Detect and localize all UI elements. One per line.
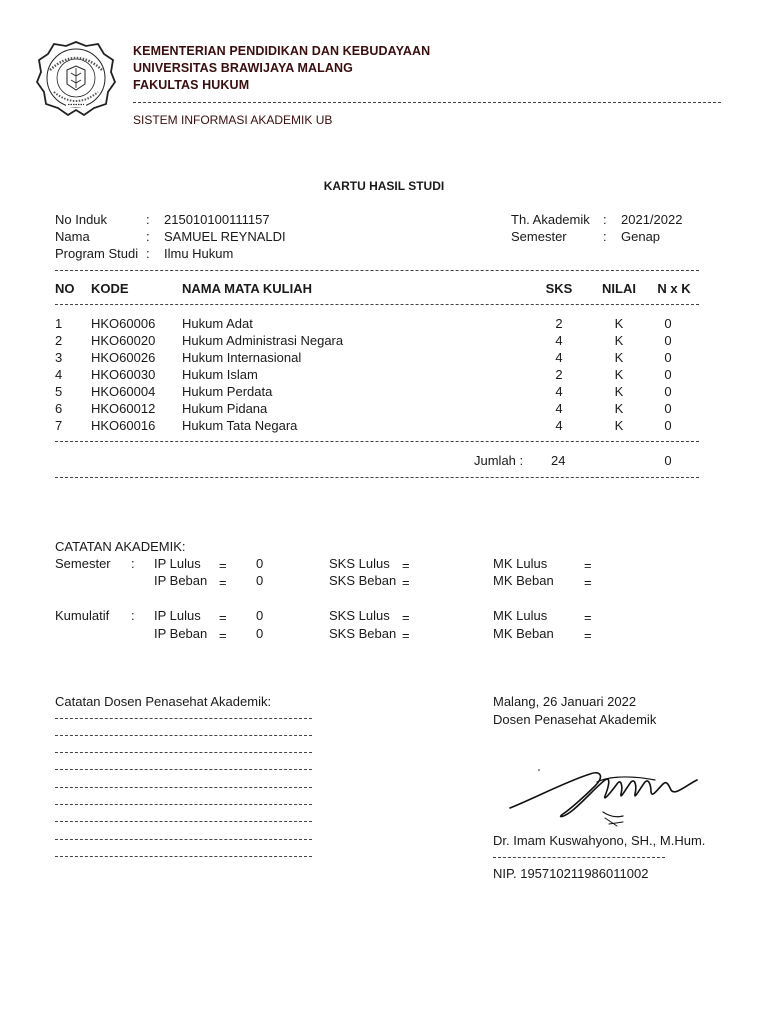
- no-induk-label: No Induk: [55, 212, 108, 227]
- note-line: [55, 752, 312, 753]
- row-sks: 4: [555, 350, 563, 365]
- advisor-notes-label: Catatan Dosen Penasehat Akademik:: [55, 694, 272, 709]
- row-nama: Hukum Internasional: [182, 350, 302, 365]
- row-kode: HKO60012: [91, 401, 156, 416]
- col-header-kode: KODE: [91, 281, 129, 296]
- row-nxk: 0: [664, 367, 672, 382]
- semester-value: Genap: [621, 229, 661, 244]
- colon: :: [146, 212, 150, 227]
- colon: :: [146, 229, 150, 244]
- row-sks: 4: [555, 418, 563, 433]
- row-no: 5: [55, 384, 63, 399]
- ip-lulus-label: IP Lulus: [154, 608, 201, 623]
- mk-lulus-label: MK Lulus: [493, 608, 548, 623]
- row-nilai: K: [614, 384, 624, 399]
- equals: =: [402, 610, 410, 625]
- row-nama: Hukum Perdata: [182, 384, 273, 399]
- mk-lulus-label: MK Lulus: [493, 556, 548, 571]
- no-induk-value: 215010100111157: [164, 212, 270, 227]
- equals: =: [219, 558, 227, 573]
- row-nama: Hukum Tata Negara: [182, 418, 298, 433]
- kumulatif-ip-beban: 0: [256, 626, 264, 641]
- row-nilai: K: [614, 367, 624, 382]
- table-divider: [55, 441, 699, 442]
- advisor-name: Dr. Imam Kuswahyono, SH., M.Hum.: [493, 833, 706, 848]
- advisor-role: Dosen Penasehat Akademik: [493, 712, 657, 727]
- colon: :: [131, 608, 135, 623]
- mk-beban-label: MK Beban: [493, 626, 554, 641]
- row-nama: Hukum Islam: [182, 367, 258, 382]
- row-nxk: 0: [664, 316, 672, 331]
- row-kode: HKO60020: [91, 333, 156, 348]
- advisor-nip: NIP. 195710211986011002: [493, 866, 649, 881]
- row-no: 4: [55, 367, 63, 382]
- table-divider: [55, 477, 699, 478]
- mk-beban-label: MK Beban: [493, 573, 554, 588]
- total-label: Jumlah :: [474, 453, 524, 468]
- col-header-sks: SKS: [545, 281, 573, 296]
- equals: =: [402, 575, 410, 590]
- row-no: 2: [55, 333, 63, 348]
- row-kode: HKO60030: [91, 367, 156, 382]
- semester-ip-lulus: 0: [256, 556, 264, 571]
- equals: =: [219, 628, 227, 643]
- nama-value: SAMUEL REYNALDI: [164, 229, 286, 244]
- table-divider: [55, 304, 699, 305]
- row-nxk: 0: [664, 401, 672, 416]
- university-seal-logo: [36, 40, 116, 116]
- note-line: [55, 804, 312, 805]
- row-no: 3: [55, 350, 63, 365]
- th-akademik-value: 2021/2022: [621, 212, 683, 227]
- row-nxk: 0: [664, 384, 672, 399]
- semester-label: Semester: [511, 229, 567, 244]
- ip-lulus-label: IP Lulus: [154, 556, 201, 571]
- kumulatif-ip-lulus: 0: [256, 608, 264, 623]
- sks-lulus-label: SKS Lulus: [329, 608, 390, 623]
- row-sks: 4: [555, 401, 563, 416]
- row-nilai: K: [614, 401, 624, 416]
- note-line: [55, 856, 312, 857]
- row-nxk: 0: [664, 418, 672, 433]
- equals: =: [584, 558, 592, 573]
- total-nxk: 0: [664, 453, 672, 468]
- row-nilai: K: [614, 333, 624, 348]
- row-sks: 2: [555, 367, 563, 382]
- sks-beban-label: SKS Beban: [329, 626, 397, 641]
- note-line: [55, 839, 312, 840]
- equals: =: [584, 610, 592, 625]
- header-divider: [133, 102, 721, 103]
- catatan-title: CATATAN AKADEMIK:: [55, 539, 186, 554]
- row-sks: 4: [555, 384, 563, 399]
- note-line: [55, 821, 312, 822]
- row-sks: 2: [555, 316, 563, 331]
- sks-lulus-label: SKS Lulus: [329, 556, 390, 571]
- nama-label: Nama: [55, 229, 90, 244]
- signature: [505, 760, 705, 832]
- note-line: [55, 735, 312, 736]
- prodi-label: Program Studi: [55, 246, 139, 261]
- th-akademik-label: Th. Akademik: [511, 212, 590, 227]
- equals: =: [402, 628, 410, 643]
- document-title: KARTU HASIL STUDI: [323, 179, 445, 193]
- row-sks: 4: [555, 333, 563, 348]
- row-no: 6: [55, 401, 63, 416]
- col-header-no: NO: [55, 281, 75, 296]
- row-kode: HKO60006: [91, 316, 156, 331]
- semester-ip-beban: 0: [256, 573, 264, 588]
- colon: :: [603, 212, 607, 227]
- row-nxk: 0: [664, 350, 672, 365]
- equals: =: [219, 575, 227, 590]
- equals: =: [584, 628, 592, 643]
- row-no: 7: [55, 418, 63, 433]
- equals: =: [219, 610, 227, 625]
- row-kode: HKO60016: [91, 418, 156, 433]
- row-nilai: K: [614, 316, 624, 331]
- note-line: [55, 718, 312, 719]
- col-header-nilai: NILAI: [602, 281, 636, 296]
- colon: :: [131, 556, 135, 571]
- system-name: SISTEM INFORMASI AKADEMIK UB: [133, 113, 333, 127]
- row-nxk: 0: [664, 333, 672, 348]
- table-divider: [55, 270, 699, 271]
- ip-beban-label: IP Beban: [154, 573, 208, 588]
- note-line: [55, 769, 312, 770]
- ministry-name: KEMENTERIAN PENDIDIKAN DAN KEBUDAYAAN: [133, 44, 431, 58]
- total-sks: 24: [551, 453, 566, 468]
- row-nama: Hukum Administrasi Negara: [182, 333, 344, 348]
- faculty-name: FAKULTAS HUKUM: [133, 78, 250, 92]
- row-nama: Hukum Adat: [182, 316, 253, 331]
- semester-section-label: Semester: [55, 556, 111, 571]
- col-header-nxk: N x K: [657, 281, 691, 296]
- row-no: 1: [55, 316, 63, 331]
- col-header-nama: NAMA MATA KULIAH: [182, 281, 312, 296]
- kumulatif-section-label: Kumulatif: [55, 608, 110, 623]
- row-nama: Hukum Pidana: [182, 401, 268, 416]
- prodi-value: Ilmu Hukum: [164, 246, 234, 261]
- equals: =: [584, 575, 592, 590]
- place-date: Malang, 26 Januari 2022: [493, 694, 637, 709]
- ip-beban-label: IP Beban: [154, 626, 208, 641]
- row-nilai: K: [614, 350, 624, 365]
- row-nilai: K: [614, 418, 624, 433]
- signature-line: [493, 857, 665, 858]
- sks-beban-label: SKS Beban: [329, 573, 397, 588]
- colon: :: [146, 246, 150, 261]
- row-kode: HKO60026: [91, 350, 156, 365]
- colon: :: [603, 229, 607, 244]
- row-kode: HKO60004: [91, 384, 156, 399]
- note-line: [55, 787, 312, 788]
- equals: =: [402, 558, 410, 573]
- university-name: UNIVERSITAS BRAWIJAYA MALANG: [133, 61, 353, 75]
